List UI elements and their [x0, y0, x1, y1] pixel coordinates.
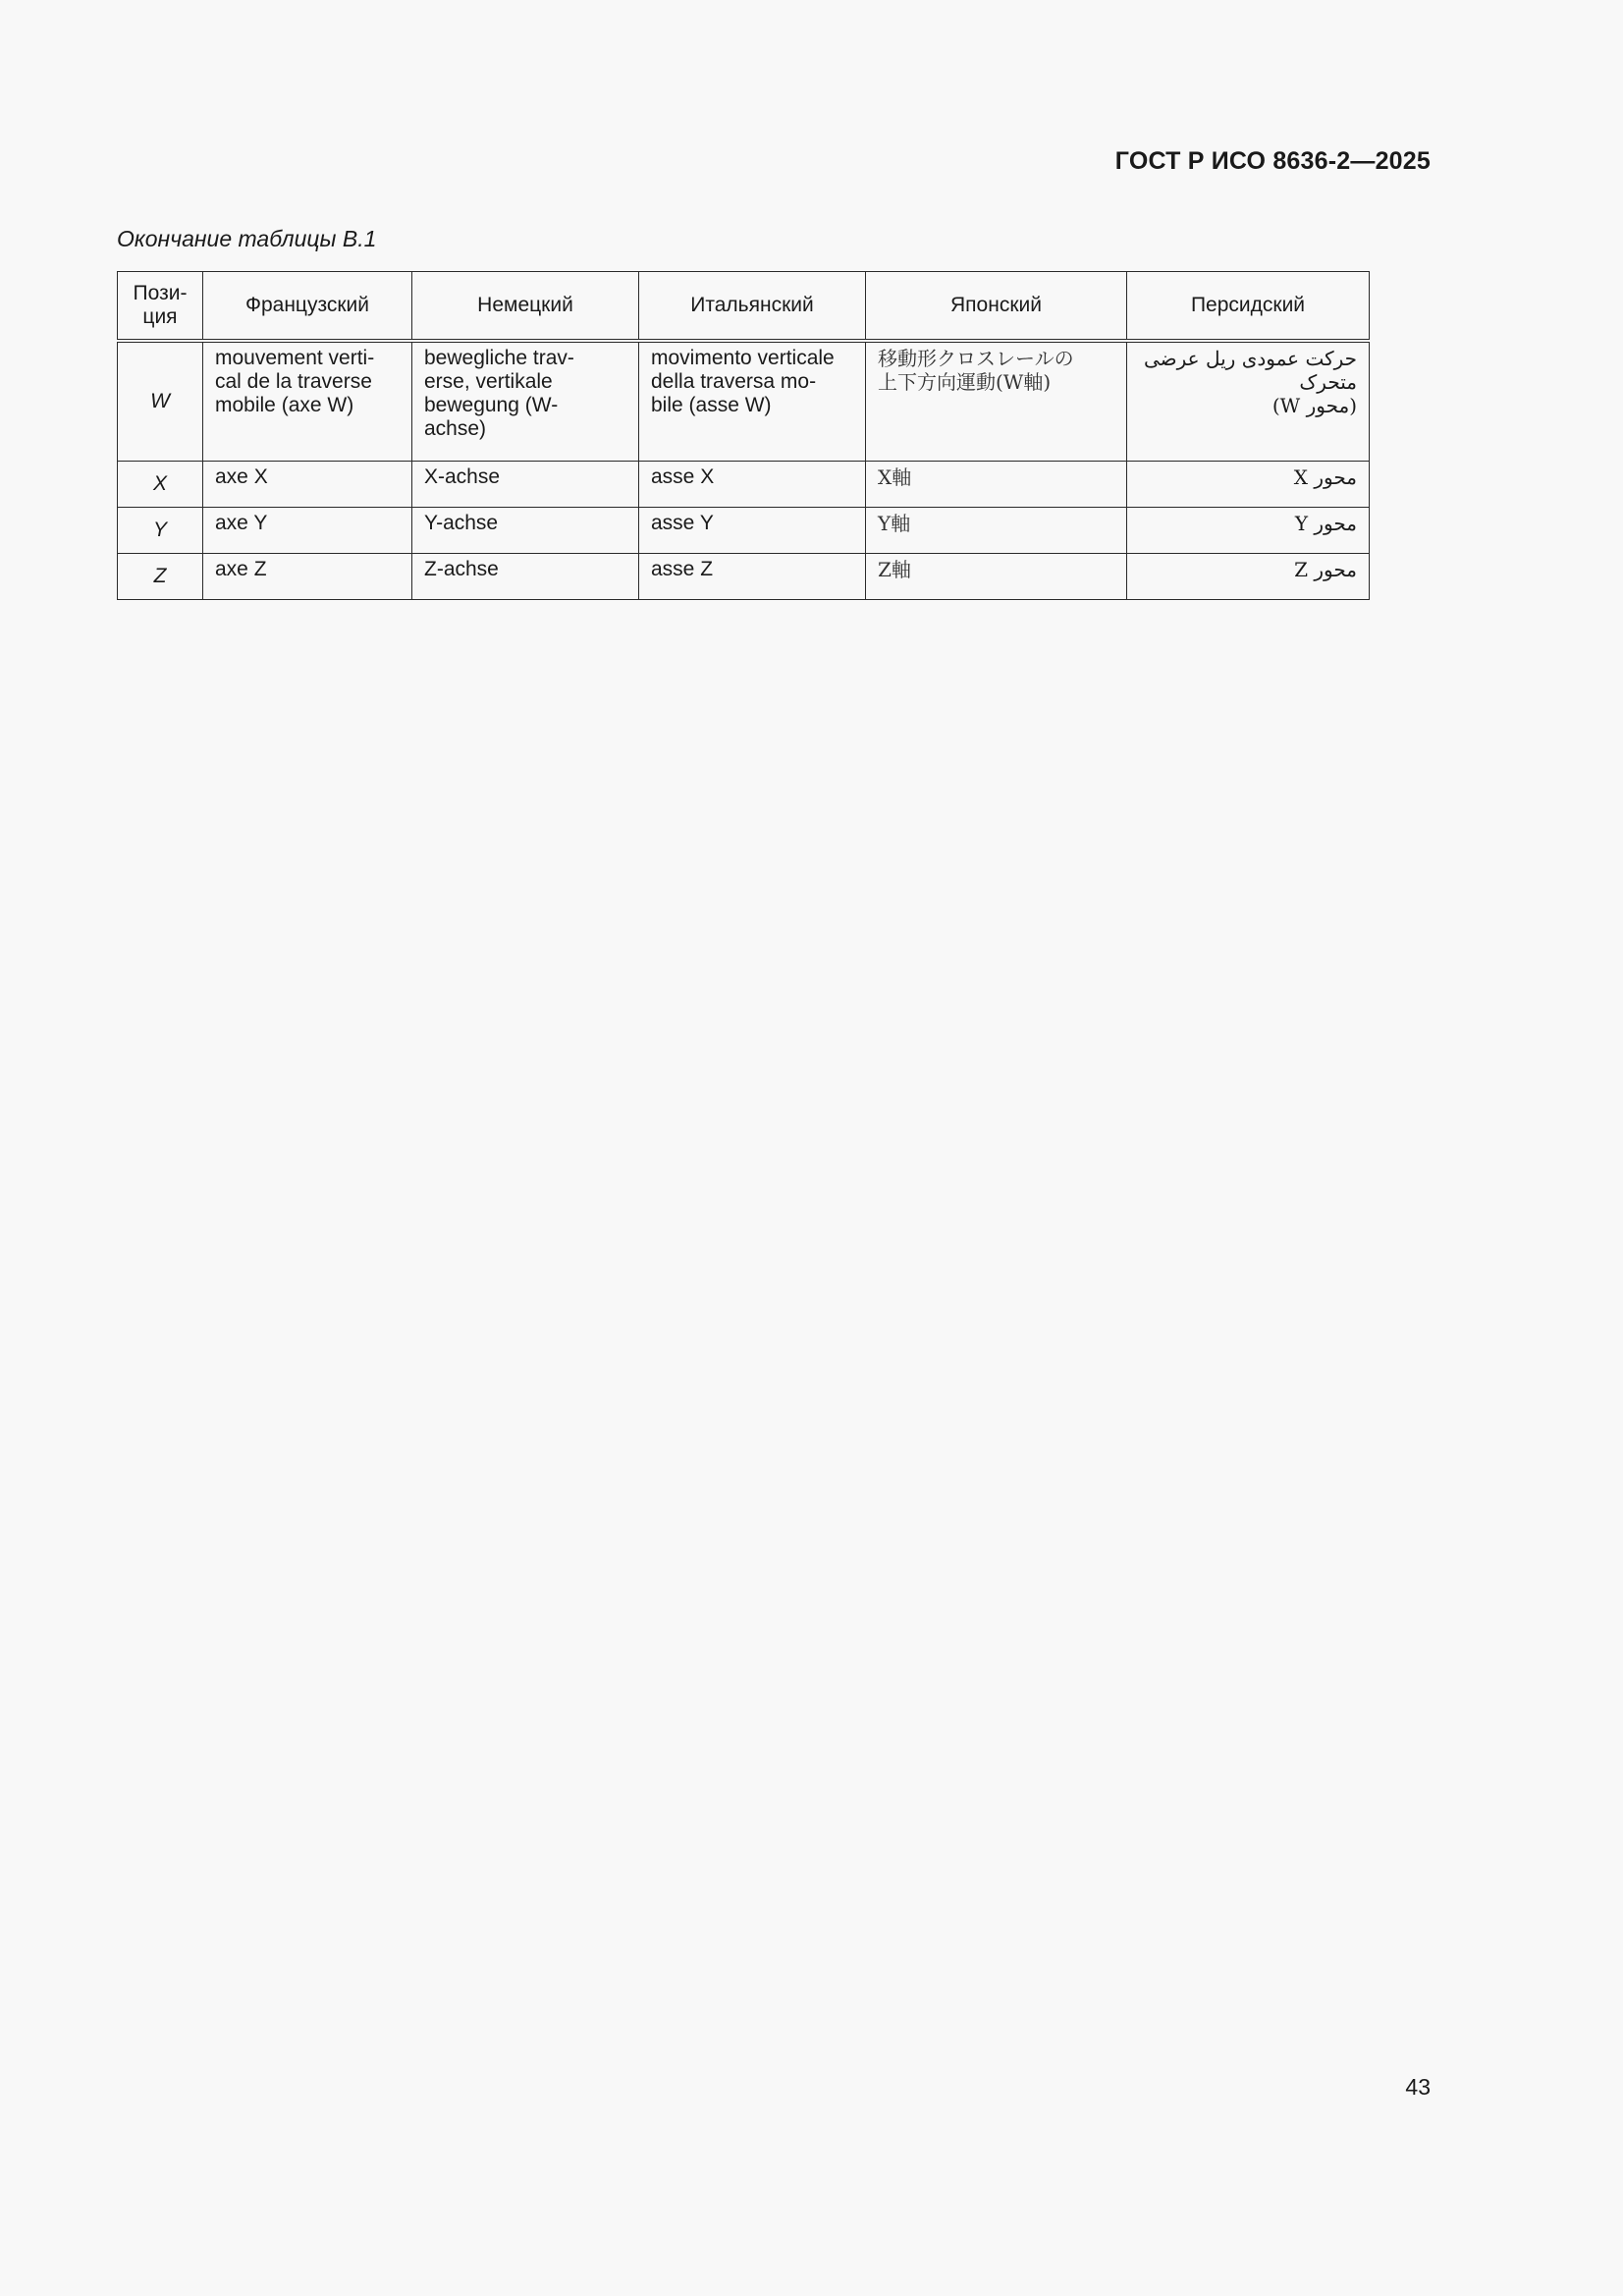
cell-persian: حرکت عمودی ریل عرضی متحرک (محور W) — [1127, 341, 1370, 462]
cell-french: axe Z — [203, 554, 412, 600]
column-header-french: Французский — [203, 272, 412, 342]
cell-german: Z-achse — [412, 554, 639, 600]
cell-position: W — [118, 341, 203, 462]
cell-persian: محور X — [1127, 462, 1370, 508]
table-caption: Окончание таблицы В.1 — [117, 226, 377, 251]
cell-position: Z — [118, 554, 203, 600]
cell-german: X-achse — [412, 462, 639, 508]
cell-italian: asse X — [639, 462, 866, 508]
cell-german: Y-achse — [412, 508, 639, 554]
cell-persian: محور Z — [1127, 554, 1370, 600]
cell-position: Y — [118, 508, 203, 554]
table-row — [118, 508, 1370, 554]
cell-italian: movimento verticale della traversa mo- bile (asse W) — [639, 341, 866, 462]
cell-persian: محور Y — [1127, 508, 1370, 554]
cell-italian: asse Y — [639, 508, 866, 554]
cell-japanese: Z軸 — [866, 554, 1127, 600]
table-row — [118, 341, 1370, 462]
column-header-position: Пози- ция — [118, 272, 203, 342]
column-header-persian: Персидский — [1127, 272, 1370, 342]
column-header-japanese: Японский — [866, 272, 1127, 342]
table-header-row — [118, 272, 1370, 342]
column-header-italian: Итальянский — [639, 272, 866, 342]
cell-german: bewegliche trav- erse, vertikale bewegung (W- achse) — [412, 341, 639, 462]
table-row — [118, 554, 1370, 600]
table-row — [118, 462, 1370, 508]
cell-position: X — [118, 462, 203, 508]
terms-table — [117, 271, 1370, 600]
cell-french: axe Y — [203, 508, 412, 554]
cell-japanese: Y軸 — [866, 508, 1127, 554]
cell-italian: asse Z — [639, 554, 866, 600]
cell-japanese: 移動形クロスレールの 上下方向運動(W軸) — [866, 341, 1127, 462]
document-code: ГОСТ Р ИСО 8636-2—2025 — [1114, 147, 1431, 175]
column-header-german: Немецкий — [412, 272, 639, 342]
cell-french: axe X — [203, 462, 412, 508]
page-number: 43 — [1405, 2074, 1431, 2100]
cell-japanese: X軸 — [866, 462, 1127, 508]
cell-french: mouvement verti- cal de la traverse mobile (axe W) — [203, 341, 412, 462]
